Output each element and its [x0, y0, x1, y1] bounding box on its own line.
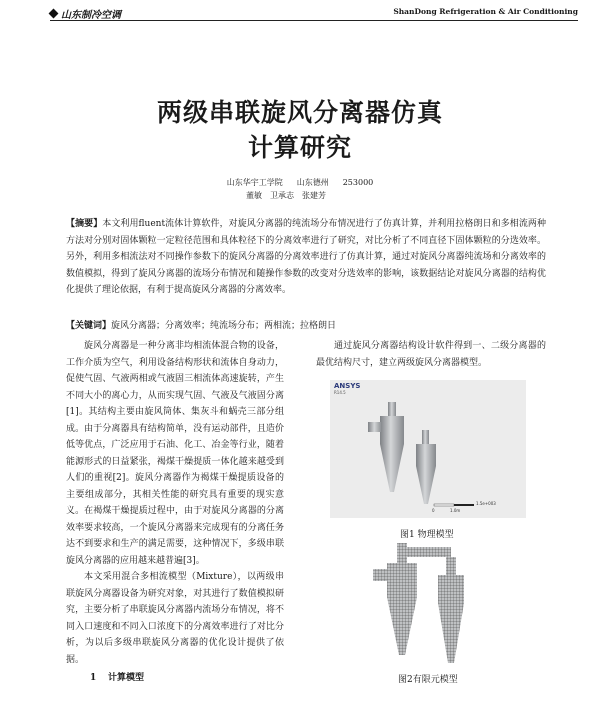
mesh-cyclone-1-inlet — [373, 569, 389, 581]
mesh-outlet-2 — [446, 557, 456, 575]
mesh-cyclone-1-body — [387, 563, 417, 597]
affiliation: 山东华宇工学院 — [226, 178, 283, 187]
mesh-render — [360, 543, 512, 668]
author: 董敏 — [246, 191, 262, 200]
section-title: 计算模型 — [108, 673, 145, 683]
body-left-column — [66, 338, 284, 668]
keywords — [66, 318, 546, 331]
outlet-pipe-2 — [422, 430, 429, 444]
header-rule — [50, 20, 578, 21]
cyclone-render — [330, 380, 526, 518]
outlet-pipe-1 — [388, 402, 396, 416]
keywords-label: 【关键词】 — [66, 321, 112, 331]
abstract-label: 【摘要】 — [66, 219, 103, 229]
author: 张建芳 — [302, 191, 326, 200]
cyclone-1-inlet — [368, 422, 382, 432]
cyclone-2-body — [416, 444, 436, 466]
figure-1-caption: 图1 物理模型 — [400, 530, 454, 540]
cyclone-2-cone — [416, 466, 436, 504]
mesh-cyclone-1-cone — [387, 597, 417, 655]
scale-label: 1.0m — [450, 508, 461, 513]
mesh-outlet-1 — [397, 543, 407, 563]
abstract — [66, 216, 546, 299]
cyclone-1-body — [380, 416, 404, 444]
mesh-cyclone-2-body — [438, 575, 464, 603]
cyclone-1-cone — [380, 444, 404, 492]
figure-1-physical-model — [330, 380, 526, 518]
section-heading — [90, 670, 144, 683]
mesh-cyclone-2-cone — [438, 603, 464, 663]
author: 卫承志 — [270, 191, 294, 200]
ansys-logo: ANSYS — [334, 382, 361, 390]
keywords-text: 旋风分离器；分离效率；纯流场分布；两相流；拉格朗日 — [111, 321, 337, 331]
mesh-duct — [407, 547, 451, 557]
abstract-text: 本文利用fluent流体计算软件，对旋风分离器的纯流场分布情况进行了仿真计算，并利用拉格朗日和多相流两种方法对分别对固体颗粒一定粒径范围和具体粒径下的分离效率进行了研究，对比分析了不同直径下固体颗粒的分选效率。另外，利用多相流法对不同操作参数下的旋风分离器的分离效率进行了仿真计算，通过对旋风分离器纯流场和分离效率的数值模拟，得到了旋风分离器的流场分布情况和随操作参数的改变对分选效率的影响，该数据结论对旋风分离器的结构优化提供了理论依据，有利于提高旋风分离器的分离效率。 — [66, 219, 546, 296]
location: 山东德州 — [296, 178, 329, 187]
affiliation-line — [0, 177, 600, 188]
body-paragraph: 旋风分离器是一种分离非均相流体混合物的设备，工作介质为空气，利用设备结构形状和流体自身动力，促使气固、气液两相或气液固三相流体高速旋转，产生不同大小的离心力，从而实现气固、气液及气液固分离[1]。其结构主要由旋风筒体、集灰斗和蜗壳三部分组成。由于分离器具有结构简单，没有运动部件，且造价低等优点，广泛应用于石油、化工、冶金等行业，随着能源形式的日益紧张，褐煤干燥提质一体化越来越受到人们的重视[2]。旋风分离器作为褐煤干燥提质设备的主要组成部分，其相关性能的研究具有重要的现实意义。在褐煤干燥提质过程中，由于对旋风分离器的分离效率要求较高，一个旋风分离器来完成现有的分离任务达不到要求和生产的满足需要，这种情况下，多级串联旋风分离器的应用越来越普遍[3]。 — [66, 341, 284, 566]
body-paragraph: 通过旋风分离器结构设计软件得到一、二级分离器的最优结构尺寸，建立两级旋风分离器模型。 — [316, 341, 546, 368]
article-title-line1: 两级串联旋风分离器仿真 — [156, 98, 443, 127]
journal-name-en: ShanDong Refrigeration & Air Conditioning — [393, 7, 578, 16]
figure-2-mesh-model — [360, 543, 512, 668]
scale-label: 0 — [432, 508, 435, 513]
scale-label: 1.5e+003 — [476, 501, 496, 506]
article-title-line2: 计算研究 — [247, 133, 352, 162]
author-line — [0, 190, 586, 201]
body-right-column — [316, 338, 546, 371]
figure-2-caption: 图2有限元模型 — [398, 675, 458, 685]
diamond-icon — [49, 9, 59, 19]
body-paragraph: 本文采用混合多相流模型（Mixture），以两级串联旋风分离器设备为研究对象，对其进行了数值模拟研究，主要分析了串联旋风分离器内流场分布情况，将不同入口速度和不同入口浓度下的分离效率进行了对比分析，为以后多级串联旋风分离器的优化设计提供了依据。 — [66, 572, 284, 665]
ansys-version: R14.5 — [334, 390, 346, 395]
postcode: 253000 — [342, 178, 374, 187]
section-number: 1 — [90, 673, 97, 683]
journal-name-cn: 山东制冷空调 — [50, 6, 121, 21]
